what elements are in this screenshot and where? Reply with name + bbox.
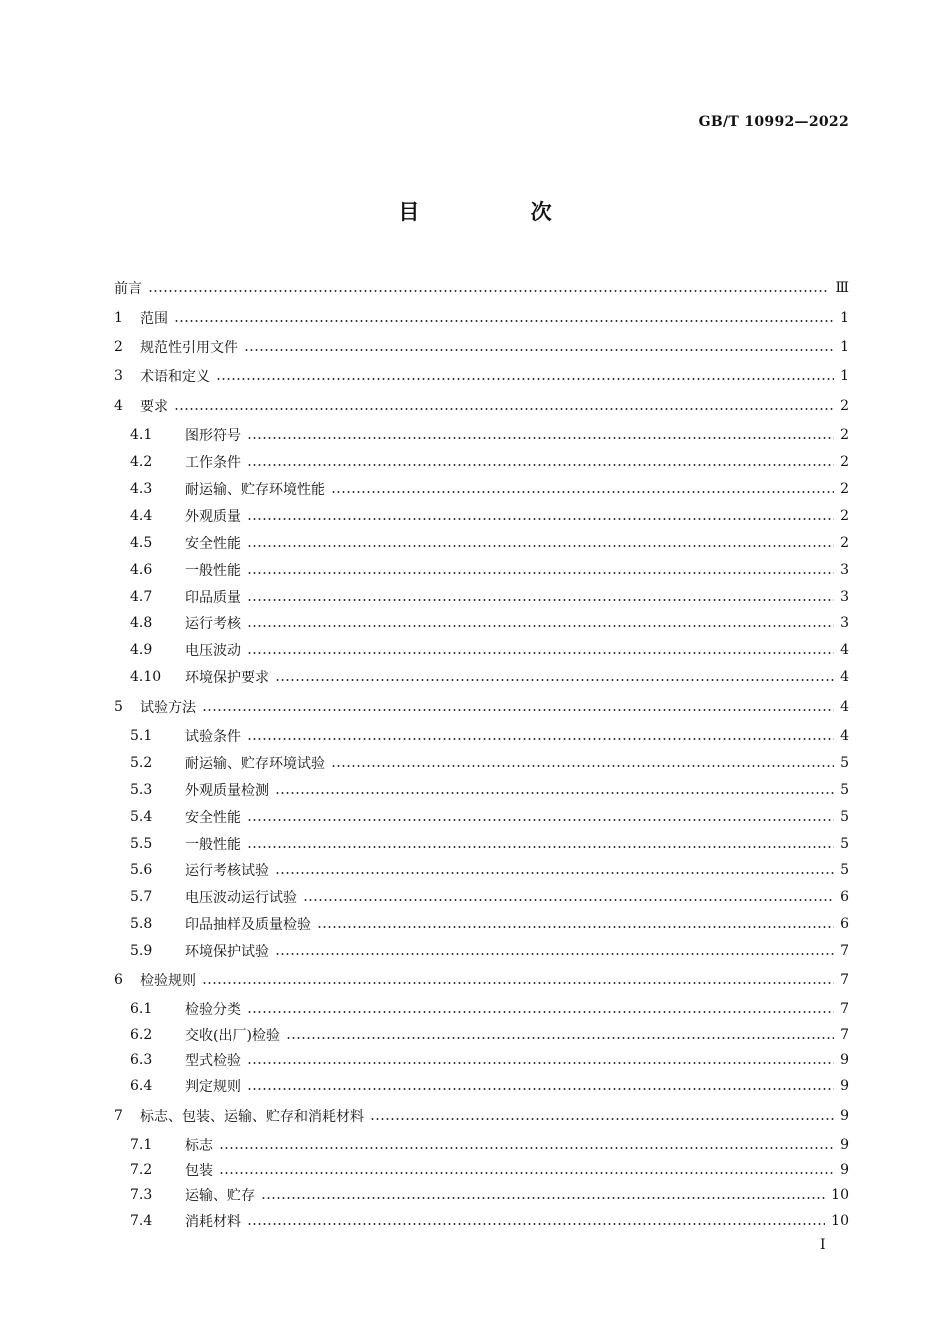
toc-entry-page: 6: [840, 916, 849, 932]
toc-entry-label: 交收(出厂)检验: [185, 1028, 280, 1044]
toc-entry-label: 电压波动运行试验: [185, 890, 297, 906]
toc-entry-page: 3: [840, 615, 849, 631]
toc-entry-label: 标志: [185, 1138, 213, 1154]
page-title: 目 次: [398, 200, 604, 224]
toc-entry-number: 5.2: [130, 755, 153, 771]
toc-entry-page: 10: [831, 1213, 849, 1229]
dot-leader: [247, 572, 834, 574]
toc-entry-number: 4.4: [130, 508, 153, 524]
toc-entry-number: 4.6: [130, 562, 153, 578]
toc-entry-page: 4: [840, 642, 849, 658]
toc-entry-number: 5.9: [130, 943, 153, 959]
toc-entry[interactable]: [114, 1105, 849, 1127]
dot-leader: [275, 953, 834, 955]
toc-entry-label: 印品质量: [185, 590, 241, 606]
toc-entry-label: 检验规则: [140, 973, 196, 989]
dot-leader: [247, 819, 834, 821]
toc-entry[interactable]: [114, 752, 849, 774]
toc-entry-label: 安全性能: [185, 536, 241, 552]
toc-entry[interactable]: [114, 1184, 849, 1206]
toc-entry-label: 印品抽样及质量检验: [185, 917, 311, 933]
dot-leader: [202, 982, 834, 984]
toc-entry[interactable]: [114, 395, 849, 417]
toc-entry[interactable]: [114, 336, 849, 358]
toc-entry[interactable]: [114, 1134, 849, 1156]
dot-leader: [247, 437, 834, 439]
toc-entry-page: 9: [840, 1137, 849, 1153]
toc-entry-label: 术语和定义: [140, 369, 210, 385]
toc-entry-number: 4.8: [130, 615, 153, 631]
toc-entry[interactable]: [114, 725, 849, 747]
toc-entry-label: 一般性能: [185, 837, 241, 853]
toc-entry-number: 4.5: [130, 535, 153, 551]
toc-entry-page: 5: [840, 836, 849, 852]
toc-entry[interactable]: [114, 505, 849, 527]
dot-leader: [202, 709, 834, 711]
toc-entry-page: 5: [840, 862, 849, 878]
toc-entry-page: 5: [840, 809, 849, 825]
dot-leader: [174, 320, 834, 322]
toc-entry-page: 1: [840, 368, 849, 384]
toc-entry-page: 3: [840, 562, 849, 578]
dot-leader: [303, 899, 834, 901]
toc-entry-page: 4: [840, 728, 849, 744]
toc-entry-label: 环境保护要求: [185, 670, 269, 686]
dot-leader: [244, 349, 834, 351]
toc-entry-page: 2: [840, 398, 849, 414]
toc-entry-page: 9: [840, 1108, 849, 1124]
toc-entry-label: 标志、包装、运输、贮存和消耗材料: [140, 1109, 364, 1125]
toc-entry-label: 要求: [140, 399, 168, 415]
dot-leader: [216, 378, 834, 380]
toc-entry-label: 图形符号: [185, 428, 241, 444]
dot-leader: [247, 652, 834, 654]
toc-entry[interactable]: [114, 532, 849, 554]
toc-entry[interactable]: [114, 424, 849, 446]
toc-entry-number: 5.8: [130, 916, 153, 932]
toc-entry[interactable]: [114, 806, 849, 828]
toc-entry-label: 规范性引用文件: [140, 340, 238, 356]
toc-entry[interactable]: [114, 696, 849, 718]
toc-entry-page: 10: [831, 1187, 849, 1203]
toc-entry-label: 范围: [140, 311, 168, 327]
toc-entry-number: 4.1: [130, 427, 153, 443]
toc-entry-number: 4: [114, 398, 123, 414]
toc-entry-number: 5.3: [130, 782, 153, 798]
dot-leader: [219, 1172, 834, 1174]
toc-entry-number: 7.3: [130, 1187, 153, 1203]
toc-entry-page: 9: [840, 1162, 849, 1178]
toc-entry-label: 检验分类: [185, 1002, 241, 1018]
dot-leader: [247, 1223, 825, 1225]
dot-leader: [370, 1118, 834, 1120]
toc-entry-page: 7: [840, 972, 849, 988]
toc-entry[interactable]: [114, 913, 849, 935]
dot-leader: [261, 1197, 825, 1199]
dot-leader: [247, 1011, 834, 1013]
toc-entry[interactable]: [114, 666, 849, 688]
toc-entry[interactable]: [114, 1210, 849, 1232]
dot-leader: [275, 792, 834, 794]
toc-entry-label: 前言: [114, 281, 142, 297]
toc-entry-number: 3: [114, 368, 123, 384]
toc-entry-number: 7.4: [130, 1213, 153, 1229]
dot-leader: [219, 1147, 834, 1149]
toc-entry[interactable]: [114, 1024, 849, 1046]
toc-entry-number: 6.1: [130, 1001, 153, 1017]
toc-entry-label: 环境保护试验: [185, 944, 269, 960]
toc-entry-label: 外观质量: [185, 509, 241, 525]
toc-entry-page: Ⅲ: [835, 280, 849, 296]
page-number: I: [820, 1237, 826, 1253]
toc-entry-number: 7.2: [130, 1162, 153, 1178]
toc-entry-page: 2: [840, 427, 849, 443]
toc-entry-number: 6: [114, 972, 123, 988]
toc-entry-page: 4: [840, 699, 849, 715]
toc-entry-page: 1: [840, 339, 849, 355]
dot-leader: [247, 464, 834, 466]
toc-entry-number: 5: [114, 699, 123, 715]
dot-leader: [247, 1062, 834, 1064]
toc-entry-number: 6.2: [130, 1027, 153, 1043]
toc-entry-number: 5.7: [130, 889, 153, 905]
toc-entry-page: 7: [840, 1001, 849, 1017]
toc-entry-page: 9: [840, 1078, 849, 1094]
toc-entry[interactable]: [114, 365, 849, 387]
toc-entry-label: 运行考核试验: [185, 863, 269, 879]
toc-entry[interactable]: [114, 1049, 849, 1071]
toc-entry-number: 5.5: [130, 836, 153, 852]
toc-entry[interactable]: [114, 612, 849, 634]
toc-entry-page: 3: [840, 589, 849, 605]
dot-leader: [174, 408, 834, 410]
toc-entry-page: 5: [840, 755, 849, 771]
dot-leader: [148, 290, 829, 292]
toc-entry-page: 2: [840, 481, 849, 497]
toc-entry-page: 2: [840, 454, 849, 470]
toc-entry-page: 9: [840, 1052, 849, 1068]
toc-entry-page: 1: [840, 310, 849, 326]
toc-entry[interactable]: [114, 478, 849, 500]
toc-entry-page: 7: [840, 1027, 849, 1043]
toc-entry[interactable]: [114, 559, 849, 581]
toc-entry[interactable]: [114, 886, 849, 908]
dot-leader: [247, 738, 834, 740]
toc-entry-label: 一般性能: [185, 563, 241, 579]
dot-leader: [331, 765, 834, 767]
toc-entry-number: 4.10: [130, 669, 162, 685]
dot-leader: [247, 545, 834, 547]
standard-number: GB/T 10992—2022: [698, 114, 849, 130]
dot-leader: [331, 491, 834, 493]
toc-entry-page: 6: [840, 889, 849, 905]
toc-entry-number: 5.4: [130, 809, 153, 825]
toc-entry-number: 4.7: [130, 589, 153, 605]
toc-entry-page: 2: [840, 535, 849, 551]
dot-leader: [247, 599, 834, 601]
toc-entry-label: 运行考核: [185, 616, 241, 632]
toc-entry-label: 电压波动: [185, 643, 241, 659]
toc-entry-number: 7.1: [130, 1137, 153, 1153]
toc-entry[interactable]: [114, 779, 849, 801]
toc-entry-label: 判定规则: [185, 1079, 241, 1095]
dot-leader: [275, 872, 834, 874]
toc-entry[interactable]: [114, 307, 849, 329]
toc-entry[interactable]: [114, 998, 849, 1020]
toc-entry[interactable]: [114, 639, 849, 661]
toc-entry-page: 7: [840, 943, 849, 959]
toc-entry[interactable]: [114, 277, 849, 299]
toc-entry[interactable]: [114, 1159, 849, 1181]
dot-leader: [317, 926, 834, 928]
toc-entry-label: 试验条件: [185, 729, 241, 745]
dot-leader: [247, 518, 834, 520]
toc-entry-label: 耐运输、贮存环境试验: [185, 756, 325, 772]
toc-entry[interactable]: [114, 586, 849, 608]
toc-entry-number: 4.3: [130, 481, 153, 497]
toc-entry-label: 安全性能: [185, 810, 241, 826]
toc-entry-label: 运输、贮存: [185, 1188, 255, 1204]
toc-entry-label: 工作条件: [185, 455, 241, 471]
toc-entry-label: 外观质量检测: [185, 783, 269, 799]
dot-leader: [286, 1037, 834, 1039]
toc-entry[interactable]: [114, 940, 849, 962]
toc-entry-page: 2: [840, 508, 849, 524]
toc-entry-label: 耐运输、贮存环境性能: [185, 482, 325, 498]
toc-entry-number: 4.2: [130, 454, 153, 470]
toc-entry-label: 型式检验: [185, 1053, 241, 1069]
toc-entry-number: 4.9: [130, 642, 153, 658]
toc-entry[interactable]: [114, 451, 849, 473]
dot-leader: [247, 1088, 834, 1090]
toc-entry-label: 包装: [185, 1163, 213, 1179]
toc-entry[interactable]: [114, 859, 849, 881]
toc-entry-page: 5: [840, 782, 849, 798]
toc-entry-number: 6.3: [130, 1052, 153, 1068]
toc-entry[interactable]: [114, 833, 849, 855]
toc-entry-label: 消耗材料: [185, 1214, 241, 1230]
dot-leader: [275, 679, 834, 681]
toc-entry-number: 2: [114, 339, 123, 355]
toc-entry-number: 6.4: [130, 1078, 153, 1094]
toc-entry-number: 5.6: [130, 862, 153, 878]
dot-leader: [247, 846, 834, 848]
toc-entry-number: 7: [114, 1108, 123, 1124]
toc-entry-page: 4: [840, 669, 849, 685]
toc-entry[interactable]: [114, 969, 849, 991]
toc-entry[interactable]: [114, 1075, 849, 1097]
toc-entry-number: 5.1: [130, 728, 153, 744]
dot-leader: [247, 625, 834, 627]
toc-entry-number: 1: [114, 310, 123, 326]
toc-entry-label: 试验方法: [140, 700, 196, 716]
